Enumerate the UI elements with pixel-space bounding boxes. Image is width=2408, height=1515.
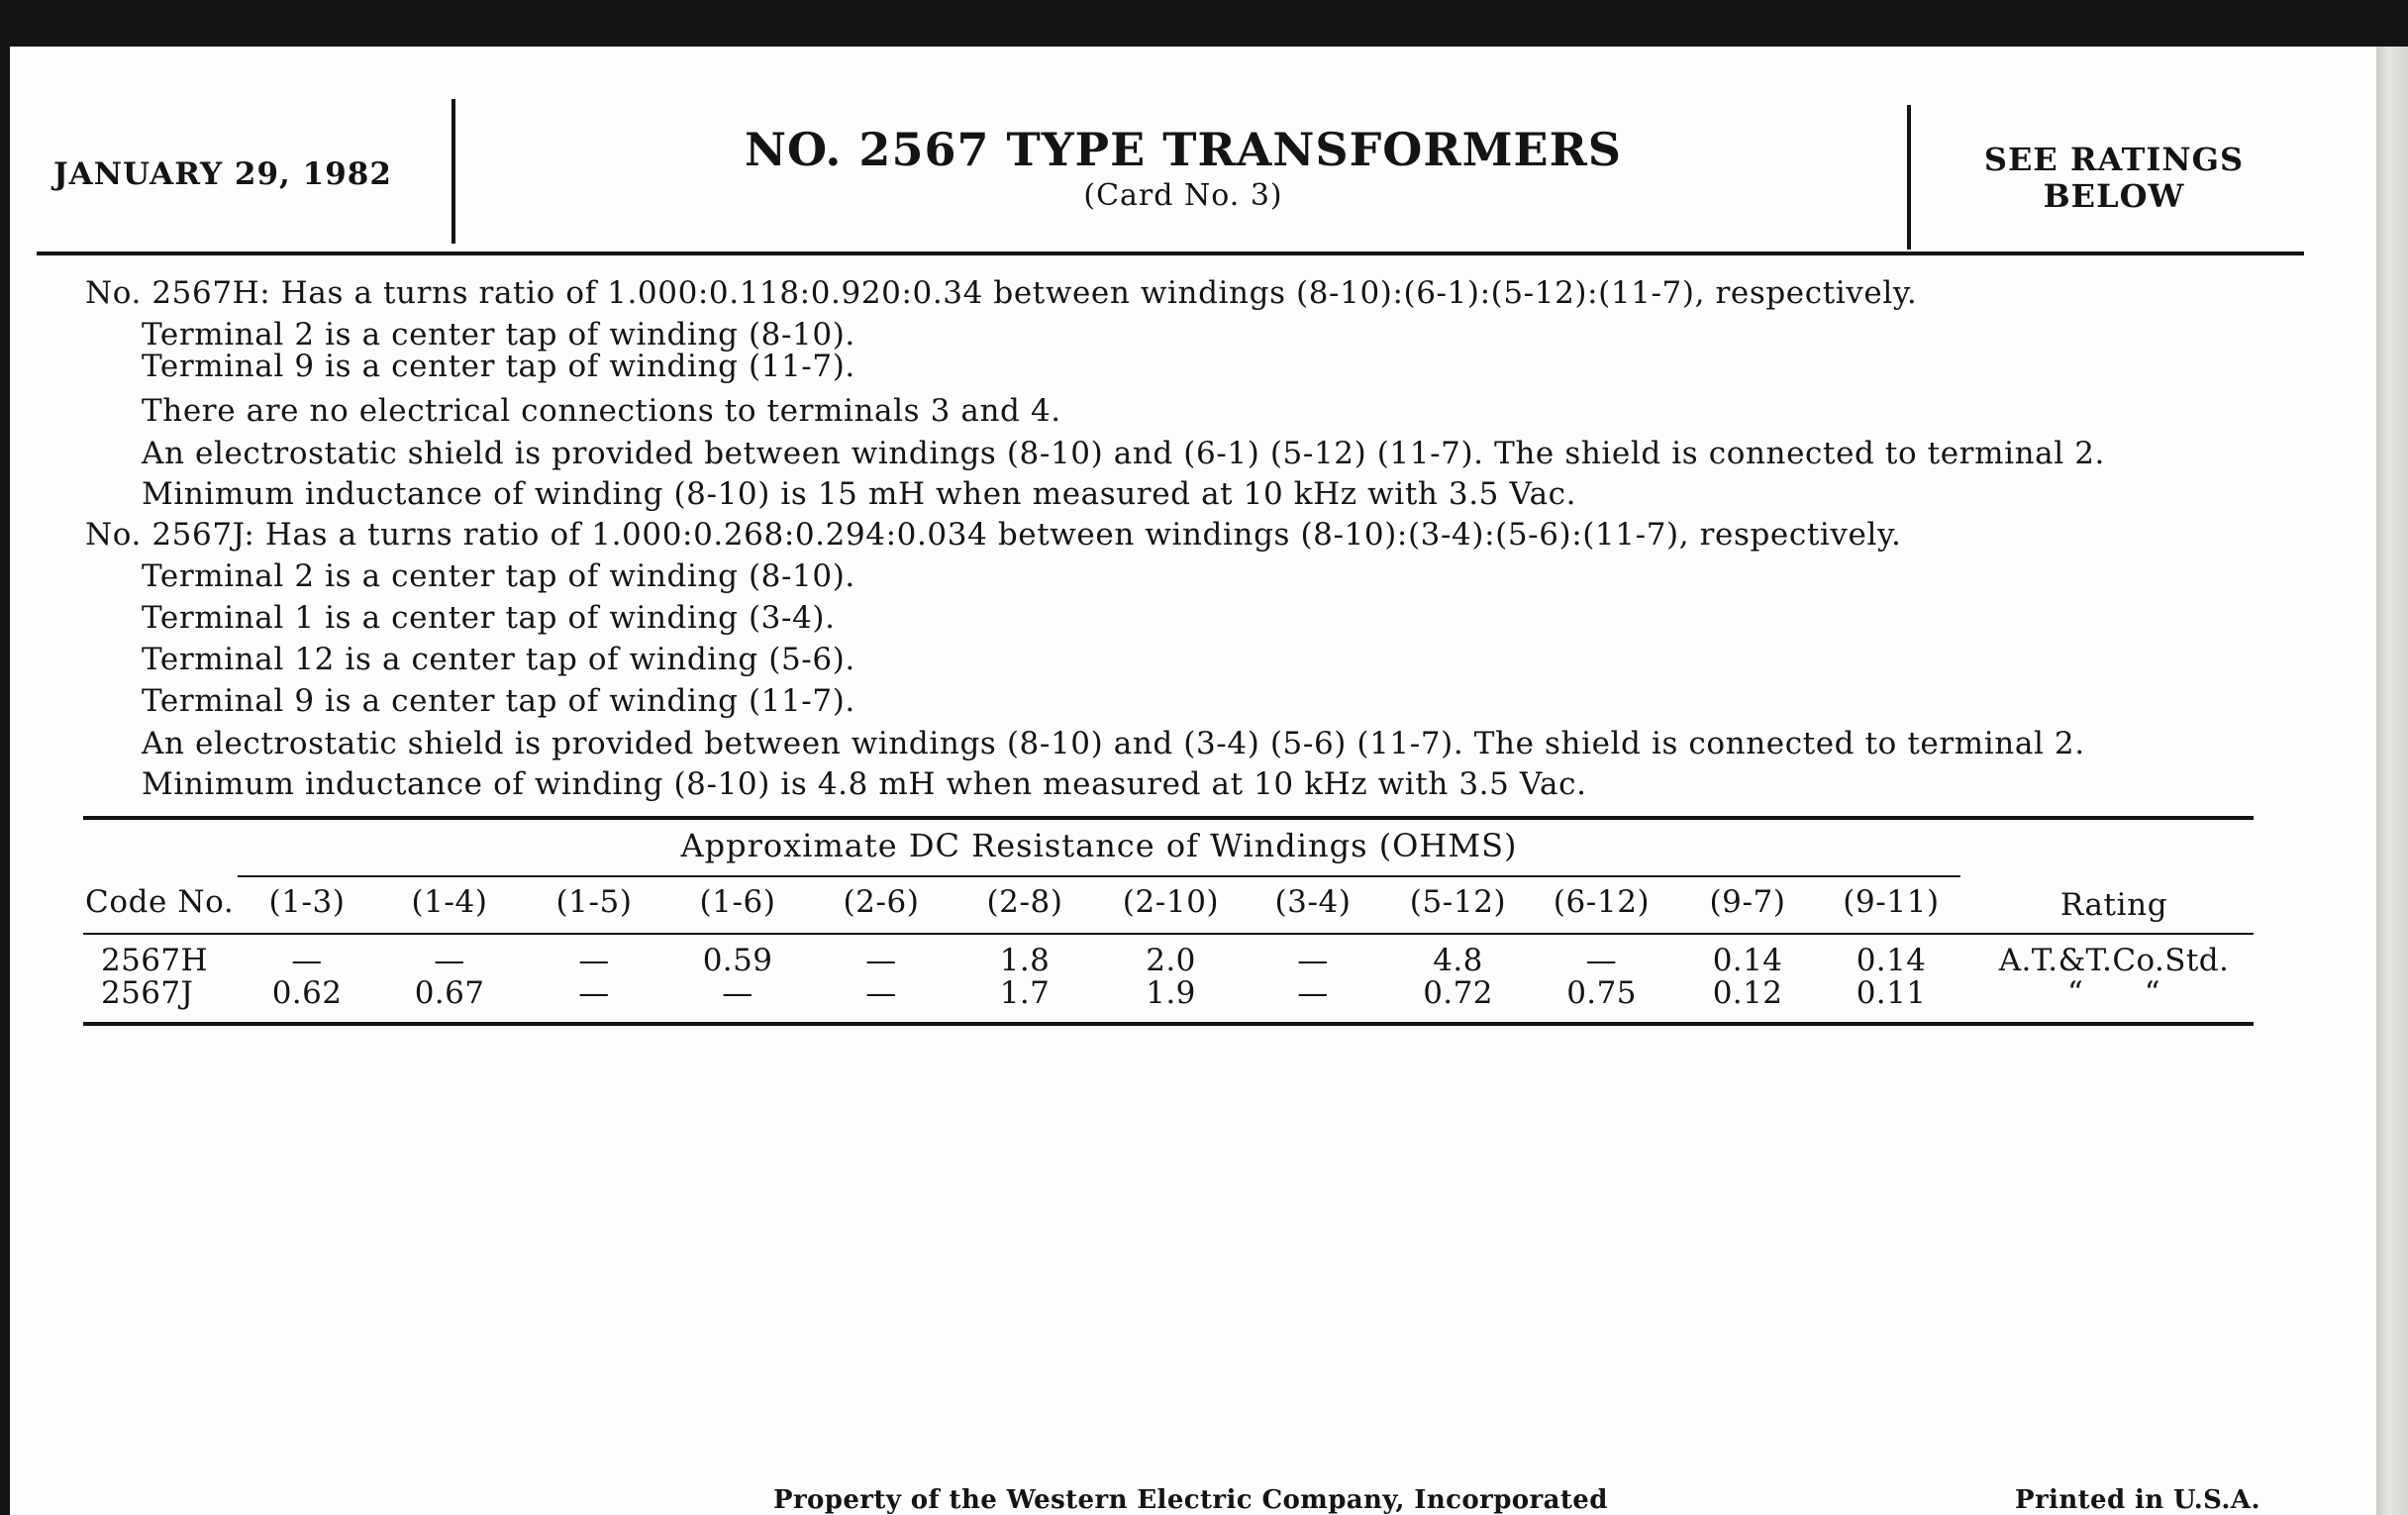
property-note: Property of the Western Electric Company, Incorporated: [773, 1485, 1608, 1515]
table-row-code: 2567H: [101, 943, 208, 978]
col-header: (3-4): [1274, 884, 1352, 920]
card-date: JANUARY 29, 1982: [53, 156, 392, 192]
table-cell: —: [578, 943, 610, 978]
col-header: (2-6): [843, 884, 920, 920]
card-subtitle: (Card No. 3): [1083, 178, 1283, 213]
ratings-note: [1916, 142, 2312, 215]
table-cell: —: [865, 975, 897, 1011]
card-title: NO. 2567 TYPE TRANSFORMERS: [744, 123, 1623, 176]
printed-note: Printed in U.S.A.: [2015, 1485, 2260, 1515]
table-cell: 0.62: [271, 975, 343, 1011]
table-cell: —: [434, 943, 465, 978]
col-header: (2-10): [1122, 884, 1220, 920]
table-cell: 4.8: [1433, 943, 1483, 978]
table-title: Approximate DC Resistance of Windings (OHMS): [680, 827, 1518, 864]
table-cell: 0.14: [1856, 943, 1927, 978]
j-ratio-line: No. 2567J: Has a turns ratio of 1.000:0.268:0.294:0.034 between windings (8-10):(3-4):(5-6):(11-7), respectively.: [85, 517, 1902, 553]
table-row-rating: “ “: [2066, 975, 2161, 1011]
table-cell: —: [1297, 943, 1329, 978]
ratings-note-line2: BELOW: [2043, 177, 2185, 215]
j-note-3: Terminal 12 is a center tap of winding (5-6).: [142, 642, 855, 677]
h-note-1: Terminal 2 is a center tap of winding (8-10).: [142, 317, 855, 353]
table-row-code: 2567J: [101, 975, 194, 1011]
h-note-4: An electrostatic shield is provided between windings (8-10) and (6-1) (5-12) (11-7). The shield is connected to terminal 2.: [142, 436, 2106, 471]
table-cell: 0.67: [414, 975, 485, 1011]
table-cell: —: [1297, 975, 1329, 1011]
table-cell: 0.75: [1566, 975, 1637, 1011]
col-header: (9-11): [1843, 884, 1940, 920]
card-edge: [2376, 47, 2408, 1515]
header-divider-left: [452, 99, 455, 244]
table-cell: —: [578, 975, 610, 1011]
header-divider-right: [1907, 105, 1911, 250]
header-row-rule: [83, 933, 2254, 935]
table-top-rule: [83, 816, 2254, 820]
table-title-rule: [238, 875, 1960, 877]
rating-header: Rating: [2059, 887, 2168, 923]
col-header: (2-8): [986, 884, 1063, 920]
table-bottom-rule: [83, 1022, 2254, 1026]
code-header: Code No.: [85, 884, 235, 920]
table-cell: —: [1585, 943, 1618, 978]
header-rule: [37, 252, 2304, 255]
table-cell: —: [722, 975, 753, 1011]
j-note-6: Minimum inductance of winding (8-10) is 4.8 mH when measured at 10 kHz with 3.5 Vac.: [142, 766, 1587, 802]
table-cell: 0.12: [1712, 975, 1783, 1011]
table-cell: —: [865, 943, 897, 978]
h-note-5: Minimum inductance of winding (8-10) is 15 mH when measured at 10 kHz with 3.5 Vac.: [142, 476, 1577, 512]
table-cell: 0.59: [702, 943, 773, 978]
table-cell: —: [291, 943, 323, 978]
col-header: (1-6): [699, 884, 776, 920]
h-ratio-line: No. 2567H: Has a turns ratio of 1.000:0.118:0.920:0.34 between windings (8-10):(6-1):(5-12):(11-7), respectively.: [85, 275, 1918, 311]
table-cell: 1.9: [1146, 975, 1196, 1011]
col-header: (1-4): [411, 884, 488, 920]
h-note-3: There are no electrical connections to terminals 3 and 4.: [142, 393, 1061, 429]
col-header: (1-5): [555, 884, 633, 920]
table-cell: 0.14: [1712, 943, 1783, 978]
j-note-1: Terminal 2 is a center tap of winding (8-10).: [142, 558, 855, 594]
table-cell: 2.0: [1146, 943, 1196, 978]
table-cell: 0.11: [1856, 975, 1927, 1011]
col-header: (9-7): [1709, 884, 1786, 920]
j-note-2: Terminal 1 is a center tap of winding (3-4).: [142, 600, 836, 636]
h-note-2: Terminal 9 is a center tap of winding (11-7).: [142, 349, 855, 384]
j-note-5: An electrostatic shield is provided between windings (8-10) and (3-4) (5-6) (11-7). The shield is connected to terminal 2.: [142, 726, 2085, 761]
j-note-4: Terminal 9 is a center tap of winding (11-7).: [142, 683, 855, 719]
table-row-rating: A.T.&T.Co.Std.: [1998, 943, 2230, 978]
col-header: (6-12): [1553, 884, 1651, 920]
ratings-note-line1: SEE RATINGS: [1983, 141, 2245, 178]
table-cell: 1.8: [999, 943, 1051, 978]
col-header: (1-3): [268, 884, 346, 920]
table-cell: 0.72: [1423, 975, 1493, 1011]
col-header: (5-12): [1409, 884, 1507, 920]
table-cell: 1.7: [999, 975, 1051, 1011]
